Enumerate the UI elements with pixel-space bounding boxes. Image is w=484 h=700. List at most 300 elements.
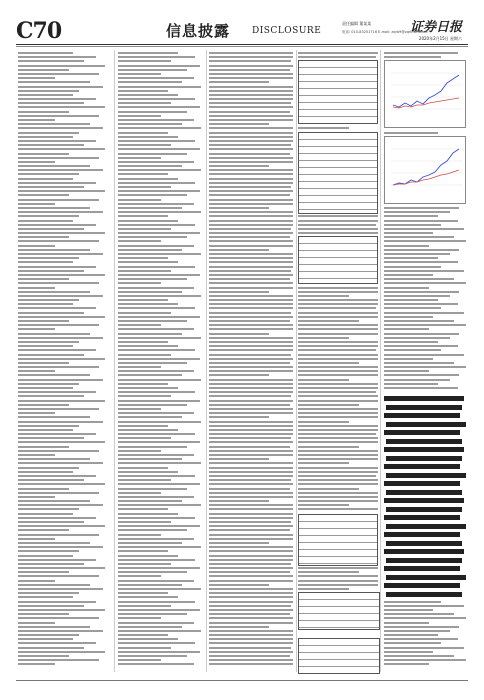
text-line <box>298 337 349 339</box>
text-line <box>118 609 200 611</box>
text-line <box>18 186 84 188</box>
highlight-bar <box>386 592 462 597</box>
text-line <box>18 220 73 222</box>
text-line <box>209 220 293 222</box>
text-line <box>384 282 466 284</box>
text-line <box>118 496 194 498</box>
text-line <box>118 400 200 402</box>
text-line <box>18 106 105 108</box>
text-line <box>18 119 55 121</box>
text-line <box>18 328 55 330</box>
text-line <box>298 366 378 368</box>
text-line <box>209 165 269 167</box>
text-line <box>118 161 194 163</box>
text-line <box>118 157 161 159</box>
text-line <box>118 592 168 594</box>
text-line <box>118 337 201 339</box>
text-line <box>18 136 73 138</box>
text-line <box>118 333 182 335</box>
highlight-bar <box>386 405 462 410</box>
text-line <box>118 253 201 255</box>
text-line <box>18 425 79 427</box>
text-line <box>18 642 96 644</box>
text-line <box>18 508 79 510</box>
table-row <box>299 61 377 68</box>
text-line <box>209 257 293 259</box>
text-line <box>384 324 466 326</box>
text-line <box>209 190 293 192</box>
text-line <box>18 542 90 544</box>
text-line <box>118 140 195 142</box>
text-line <box>384 56 441 58</box>
text-line <box>118 395 171 397</box>
text-line <box>384 642 441 644</box>
text-line <box>118 52 178 54</box>
table-row <box>299 75 377 82</box>
text-line <box>384 337 450 339</box>
table-row <box>299 522 377 529</box>
text-line <box>209 215 293 217</box>
section-title-en: DISCLOSURE <box>252 26 322 36</box>
table-row <box>299 89 377 96</box>
text-line <box>18 341 79 343</box>
text-line <box>298 446 359 448</box>
text-column-3 <box>209 52 293 668</box>
highlight-bar <box>384 430 460 435</box>
text-line <box>298 584 378 586</box>
table-row <box>299 272 377 279</box>
text-line <box>118 98 195 100</box>
text-line <box>384 232 433 234</box>
text-line <box>18 488 69 490</box>
text-line <box>18 232 105 234</box>
text-line <box>209 366 293 368</box>
text-line <box>118 647 171 649</box>
text-line <box>209 115 293 117</box>
text-line <box>298 421 349 423</box>
text-line <box>384 278 454 280</box>
text-line <box>18 199 99 201</box>
text-line <box>384 328 429 330</box>
text-line <box>118 529 187 531</box>
header-rule-thin <box>16 46 468 47</box>
text-line <box>209 102 291 104</box>
contact-info: 电话: 010-83251716 E-mail: zqrb9@zqrb.sina.net <box>342 30 428 34</box>
blank-line <box>384 563 466 565</box>
column-divider <box>114 50 115 672</box>
text-line <box>18 333 90 335</box>
text-line <box>209 295 293 297</box>
text-line <box>118 663 194 665</box>
text-line <box>298 303 378 305</box>
text-line <box>18 529 69 531</box>
text-line <box>298 441 378 443</box>
text-line <box>118 341 168 343</box>
text-line <box>298 232 378 234</box>
text-line <box>209 592 293 594</box>
text-line <box>209 609 293 611</box>
highlight-bar <box>384 532 460 537</box>
table-row <box>299 82 377 89</box>
table-row <box>299 161 377 168</box>
text-line <box>209 634 293 636</box>
text-line <box>209 119 293 121</box>
section-title: 信息披露 <box>166 22 231 40</box>
text-line <box>298 391 376 393</box>
text-line <box>384 374 459 376</box>
table-row <box>299 182 377 189</box>
text-line <box>209 291 269 293</box>
text-line <box>209 182 293 184</box>
text-line <box>18 127 103 129</box>
text-line <box>384 52 458 54</box>
text-line <box>209 328 293 330</box>
text-line <box>18 224 96 226</box>
table-row <box>299 237 377 244</box>
text-line <box>18 161 55 163</box>
text-line <box>209 605 291 607</box>
text-line <box>209 333 269 335</box>
text-line <box>18 178 73 180</box>
text-line <box>118 575 161 577</box>
text-line <box>18 538 55 540</box>
text-line <box>209 287 293 289</box>
text-line <box>18 592 79 594</box>
text-line <box>118 429 178 431</box>
text-line <box>209 421 293 423</box>
text-line <box>18 588 103 590</box>
text-line <box>298 324 378 326</box>
text-line <box>298 580 378 582</box>
text-line <box>18 571 69 573</box>
text-line <box>298 488 359 490</box>
financial-table-5 <box>298 592 380 630</box>
text-line <box>18 132 79 134</box>
text-line <box>209 186 291 188</box>
text-line <box>209 416 269 418</box>
text-line <box>18 634 79 636</box>
table-row <box>299 265 377 272</box>
text-line <box>18 567 105 569</box>
text-line <box>18 312 84 314</box>
text-line <box>18 366 99 368</box>
text-line <box>209 441 293 443</box>
text-line <box>118 567 200 569</box>
text-line <box>18 349 96 351</box>
text-line <box>18 157 99 159</box>
text-line <box>118 546 201 548</box>
text-line <box>298 341 378 343</box>
text-line <box>209 52 293 54</box>
text-line <box>118 194 187 196</box>
text-line <box>298 471 378 473</box>
text-line <box>298 328 378 330</box>
text-line <box>118 492 161 494</box>
text-line <box>18 153 69 155</box>
text-line <box>298 379 349 381</box>
text-line <box>209 77 293 79</box>
text-line <box>298 56 376 58</box>
text-line <box>18 475 96 477</box>
text-line <box>18 387 73 389</box>
highlight-bar <box>386 558 462 563</box>
text-line <box>384 287 429 289</box>
text-line <box>298 450 378 452</box>
text-line <box>384 270 464 272</box>
text-line <box>209 127 293 129</box>
text-line <box>298 220 378 222</box>
table-row <box>299 203 377 210</box>
text-line <box>209 228 291 230</box>
text-line <box>18 441 105 443</box>
text-line <box>18 458 90 460</box>
text-line <box>209 349 293 351</box>
table-row <box>299 68 377 75</box>
text-line <box>18 412 55 414</box>
text-line <box>298 299 378 301</box>
text-line <box>118 203 194 205</box>
text-line <box>18 613 69 615</box>
text-line <box>118 111 187 113</box>
text-line <box>18 404 69 406</box>
text-line <box>18 450 99 452</box>
text-line <box>18 81 90 83</box>
text-line <box>298 416 378 418</box>
column-divider <box>296 50 297 672</box>
highlight-bar <box>386 422 466 427</box>
text-line <box>18 307 96 309</box>
text-line <box>209 111 290 113</box>
text-line <box>209 81 269 83</box>
text-line <box>118 119 194 121</box>
text-line <box>118 550 168 552</box>
text-line <box>118 312 171 314</box>
text-line <box>118 56 195 58</box>
text-line <box>18 69 69 71</box>
text-line <box>298 483 378 485</box>
text-line <box>18 622 55 624</box>
text-line <box>18 86 103 88</box>
text-line <box>384 307 441 309</box>
text-line <box>209 379 293 381</box>
text-line <box>384 601 441 603</box>
text-line <box>18 471 73 473</box>
text-line <box>118 404 187 406</box>
highlight-bar <box>386 473 466 478</box>
text-line <box>18 228 84 230</box>
text-line <box>118 563 171 565</box>
text-line <box>209 617 293 619</box>
text-line <box>18 546 103 548</box>
text-line <box>209 60 291 62</box>
text-line <box>209 437 291 439</box>
text-line <box>18 207 90 209</box>
text-line <box>298 412 378 414</box>
text-line <box>18 496 55 498</box>
text-line <box>18 630 103 632</box>
chart-1-svg <box>385 61 465 127</box>
highlight-bar <box>386 507 462 512</box>
text-line <box>209 412 293 414</box>
financial-table-6 <box>298 638 380 674</box>
table-row <box>299 557 377 564</box>
table-row <box>299 196 377 203</box>
text-line <box>118 178 178 180</box>
text-line <box>118 383 168 385</box>
text-line <box>298 492 378 494</box>
text-line <box>298 408 378 410</box>
text-line <box>209 249 269 251</box>
text-line <box>118 211 201 213</box>
text-line <box>18 525 105 527</box>
text-line <box>384 215 438 217</box>
text-line <box>209 559 293 561</box>
text-line <box>384 132 438 134</box>
text-line <box>18 374 90 376</box>
text-line <box>209 500 269 502</box>
blank-line <box>384 596 466 598</box>
text-line <box>209 513 293 515</box>
editor-credit: 责任编辑 董某某 <box>342 21 372 26</box>
text-line <box>118 500 182 502</box>
table-row <box>299 550 377 557</box>
table-row <box>299 110 377 117</box>
text-line <box>209 232 293 234</box>
text-line <box>209 157 293 159</box>
text-line <box>298 127 349 129</box>
table-row <box>299 140 377 147</box>
text-line <box>298 349 376 351</box>
text-line <box>118 270 171 272</box>
text-line <box>298 312 378 314</box>
text-line <box>209 94 293 96</box>
text-line <box>118 601 195 603</box>
text-line <box>118 295 201 297</box>
text-line <box>18 651 105 653</box>
highlight-bar <box>384 481 460 486</box>
highlight-bar <box>384 566 460 571</box>
highlight-bar <box>386 439 462 444</box>
text-line <box>118 517 195 519</box>
text-line <box>118 236 187 238</box>
text-line <box>18 358 105 360</box>
text-line <box>298 467 378 469</box>
text-line <box>18 240 99 242</box>
text-line <box>384 245 429 247</box>
text-line <box>118 224 195 226</box>
text-line <box>18 98 96 100</box>
text-line <box>118 282 161 284</box>
text-line <box>209 450 293 452</box>
table-row <box>299 536 377 543</box>
table-row <box>299 607 379 614</box>
text-line <box>209 98 293 100</box>
text-line <box>298 215 378 217</box>
text-line <box>209 488 290 490</box>
table-row <box>299 147 377 154</box>
text-line <box>298 358 378 360</box>
text-line <box>209 199 293 201</box>
text-line <box>18 60 84 62</box>
text-line <box>298 404 359 406</box>
text-line <box>384 362 454 364</box>
text-line <box>18 354 84 356</box>
text-line <box>209 462 293 464</box>
text-line <box>18 90 79 92</box>
text-line <box>209 245 293 247</box>
text-line <box>298 437 378 439</box>
text-line <box>384 379 450 381</box>
text-line <box>384 207 459 209</box>
text-line <box>209 584 269 586</box>
text-line <box>118 416 182 418</box>
text-line <box>209 400 293 402</box>
text-line <box>18 500 90 502</box>
text-line <box>18 638 73 640</box>
text-line <box>18 173 79 175</box>
series-line-2 <box>393 170 459 185</box>
text-line <box>118 274 200 276</box>
net-value-chart-2 <box>384 136 466 204</box>
text-line <box>209 270 291 272</box>
text-line <box>298 508 378 510</box>
text-line <box>18 362 69 364</box>
blank-line <box>298 630 378 632</box>
text-line <box>18 65 105 67</box>
text-line <box>118 190 200 192</box>
text-line <box>118 446 187 448</box>
text-line <box>18 299 79 301</box>
text-line <box>209 458 269 460</box>
text-line <box>118 169 201 171</box>
text-line <box>209 454 293 456</box>
text-line <box>118 324 161 326</box>
text-line <box>118 412 194 414</box>
text-line <box>384 613 454 615</box>
text-line <box>18 266 96 268</box>
text-line <box>118 462 201 464</box>
text-line <box>118 441 200 443</box>
text-line <box>18 140 96 142</box>
text-line <box>209 622 293 624</box>
text-line <box>18 454 55 456</box>
text-line <box>209 65 293 67</box>
text-line <box>118 471 178 473</box>
text-line <box>384 609 433 611</box>
text-line <box>209 324 293 326</box>
text-line <box>118 77 194 79</box>
text-line <box>118 94 178 96</box>
text-line <box>118 362 187 364</box>
text-line <box>18 337 103 339</box>
text-line <box>118 220 178 222</box>
table-row <box>299 660 379 667</box>
text-line <box>209 345 293 347</box>
highlight-bar <box>384 583 460 588</box>
text-line <box>18 370 55 372</box>
publication-date: 2020年2月15日 星期六 <box>418 36 462 41</box>
text-line <box>18 446 69 448</box>
text-line <box>209 144 291 146</box>
text-line <box>209 383 293 385</box>
text-line <box>18 617 99 619</box>
text-line <box>118 115 161 117</box>
text-line <box>298 333 378 335</box>
text-line <box>118 65 200 67</box>
text-line <box>209 391 293 393</box>
text-line <box>18 383 79 385</box>
text-line <box>209 529 290 531</box>
